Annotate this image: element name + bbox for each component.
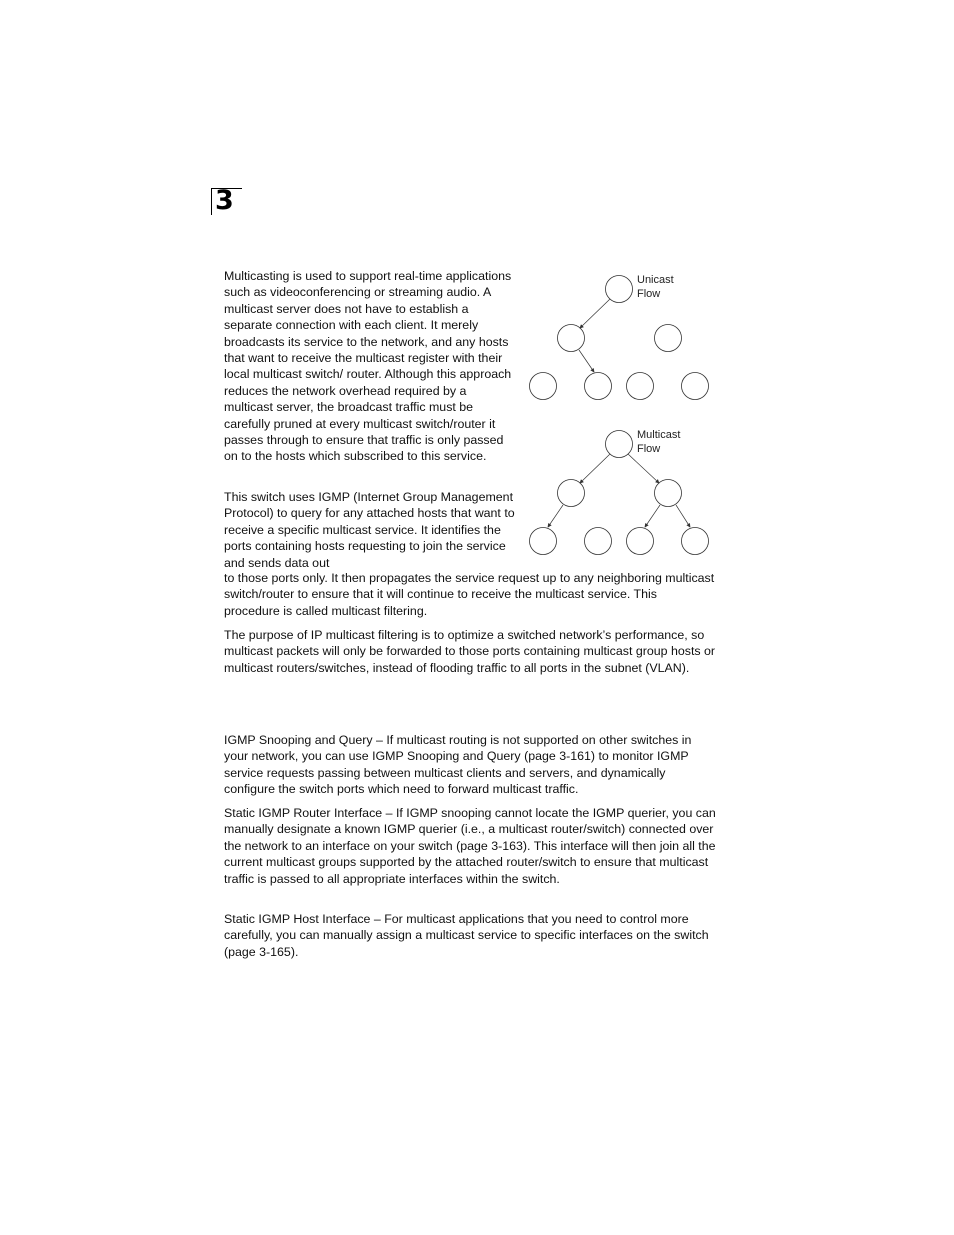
feature-static-host-interface: Static IGMP Host Interface – For multicast applications that you need to control more carefully, you can manually assign a multicast service to specific interfaces on the switch (page 3-165). [224, 912, 709, 959]
unicast-leaf-node [682, 373, 709, 400]
multicast-root-node [606, 431, 633, 458]
intro-paragraph-3: The purpose of IP multicast filtering is to optimize a switched network’s performance, so multicast packets will only be forwarded to those ports containing multicast group hosts or multicast routers/switches, instead of flooding traffic to all ports in the subnet (VLAN). [224, 628, 716, 675]
unicast-arrow [580, 299, 610, 328]
multicast-arrow [645, 505, 660, 527]
unicast-mid-node-left [558, 325, 585, 352]
unicast-label-line2: Flow [637, 288, 661, 300]
multicast-label-line1: Multicast [637, 429, 681, 441]
feature-static-router-interface: Static IGMP Router Interface – If IGMP snooping cannot locate the IGMP querier, you can manually designate a known IGMP querier (i.e., a multicast router/switch) connected over the network to an interface on your switch (page 3-163). This interface will then join all the current multicast groups supported by the attached router/switch to ensure that multicast traffic is passed to all appropriate interfaces within the switch. [224, 806, 716, 886]
multicast-mid-node-left [558, 480, 585, 507]
multicast-tree [530, 429, 709, 555]
unicast-leaf-node [627, 373, 654, 400]
multicast-arrow [628, 454, 659, 483]
unicast-leaf-node [530, 373, 557, 400]
multicast-leaf-node [627, 528, 654, 555]
feature-igmp-snooping: IGMP Snooping and Query – If multicast routing is not supported on other switches in your network, you can use IGMP Snooping and Query (page 3-161) to monitor IGMP service requests passing between multicast clients and servers, and dynamically configure the switch ports which need to forward multicast traffic. [224, 733, 692, 797]
multicast-label-line2: Flow [637, 443, 661, 455]
multicast-arrow [548, 505, 563, 527]
chapter-marker [211, 185, 242, 216]
multicast-flow-diagram [522, 266, 722, 561]
unicast-root-node [606, 276, 633, 303]
unicast-arrow [579, 350, 594, 372]
multicast-mid-node-right [655, 480, 682, 507]
multicast-leaf-node [585, 528, 612, 555]
intro-paragraph-2-wrapped: This switch uses IGMP (Internet Group Management Protocol) to query for any attached hosts that want to receive a specific multicast service. It identifies the ports containing hosts requesting to join the service and sends data out [224, 490, 515, 570]
multicast-arrow [676, 505, 690, 527]
unicast-mid-node-right [655, 325, 682, 352]
intro-paragraph-2-continued: to those ports only. It then propagates the service request up to any neighboring multicast switch/router to ensure that it will continue to receive the multicast service. This procedure is called multicast filtering. [224, 571, 715, 618]
unicast-leaf-node [585, 373, 612, 400]
multicast-arrow [580, 454, 610, 483]
multicast-leaf-node [682, 528, 709, 555]
intro-paragraph-1: Multicasting is used to support real-time applications such as videoconferencing or streaming audio. A multicast server does not have to establish a separate connection with each client. It merely broadcasts its service to the network, and any hosts that want to receive the multicast register with their local multicast switch/ router. Although this approach reduces the network overhead required by a multicast server, the broadcast traffic must be carefully pruned at every multicast switch/router it passes through to ensure that traffic is only passed on to the hosts which subscribed to this service. [224, 269, 512, 464]
multicast-leaf-node [530, 528, 557, 555]
unicast-tree [530, 274, 709, 400]
unicast-label-line1: Unicast [637, 274, 674, 286]
chapter-number: 3 [215, 185, 234, 216]
